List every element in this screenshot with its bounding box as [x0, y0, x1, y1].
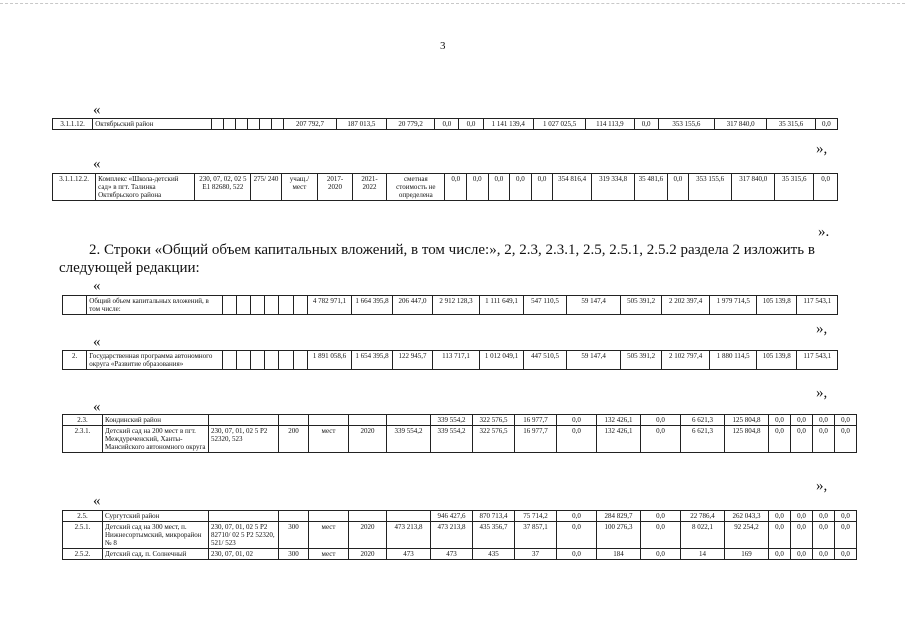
open-quote: «: [93, 278, 101, 294]
table-cell: мест: [309, 426, 349, 453]
table-cell: [222, 296, 236, 315]
table-cell: 2.5.2.: [63, 549, 103, 560]
table-cell: Детский сад, п. Солнечный: [103, 549, 209, 560]
table-row: [63, 549, 857, 560]
table-cell: 275/ 240: [251, 174, 281, 201]
table-cell: 2 912 128,3: [433, 296, 480, 315]
table-cell: мест: [309, 522, 349, 549]
table-cell: Сургутский район: [103, 511, 209, 522]
table-cell: 16 977,7: [515, 415, 557, 426]
table-cell: 0,0: [557, 511, 597, 522]
table-cell: 125 804,8: [725, 415, 769, 426]
table-cell: [248, 119, 260, 130]
table-cell: 284 829,7: [597, 511, 641, 522]
table-cell: 300: [279, 549, 309, 560]
table-cell: Детский сад на 200 мест в пгт. Междуреченский, Ханты-Мансийского автономного округа: [103, 426, 209, 453]
table-cell: 946 427,6: [431, 511, 473, 522]
table-cell: 3.1.1.12.: [53, 119, 93, 130]
table-surgutsky-district: [62, 510, 857, 560]
table-cell: Октябрьский район: [93, 119, 212, 130]
table-cell: [209, 415, 279, 426]
table-cell: 0,0: [835, 415, 857, 426]
table-cell: 2 202 397,4: [661, 296, 710, 315]
table-cell: 0,0: [641, 426, 681, 453]
table-cell: 1 654 395,8: [352, 351, 392, 370]
table-cell: 117 543,1: [797, 351, 838, 370]
table-cell: 262 043,3: [725, 511, 769, 522]
table-cell: 0,0: [835, 426, 857, 453]
table-cell: 322 576,5: [473, 426, 515, 453]
table-cell: 317 840,0: [715, 119, 767, 130]
table-cell: 0,0: [813, 415, 835, 426]
table-cell: [260, 119, 272, 130]
table-cell: [349, 415, 387, 426]
table-cell: 473: [387, 549, 431, 560]
table-cell: [272, 119, 284, 130]
table-cell: 2.: [63, 351, 87, 370]
table-cell: 0,0: [488, 174, 510, 201]
table-cell: 505 391,2: [621, 351, 661, 370]
table-cell: 187 013,5: [336, 119, 386, 130]
open-quote: «: [93, 399, 101, 415]
table-oktyabrsky-total: [52, 118, 838, 130]
table-cell: 1 880 114,5: [710, 351, 757, 370]
table-cell: [212, 119, 224, 130]
table-cell: 0,0: [791, 415, 813, 426]
table-cell: 0,0: [557, 522, 597, 549]
table-cell: 122 945,7: [392, 351, 432, 370]
table-cell: [236, 119, 248, 130]
table-cell: 35 315,6: [775, 174, 814, 201]
table-cell: 0,0: [445, 174, 467, 201]
close-quote: »,: [816, 385, 828, 401]
table-cell: 2021-2022: [352, 174, 387, 201]
table-cell: 169: [725, 549, 769, 560]
table-cell: мест: [309, 549, 349, 560]
table-cell: [349, 511, 387, 522]
table-cell: 505 391,2: [621, 296, 661, 315]
table-row: [63, 426, 857, 453]
table-cell: 59 147,4: [566, 351, 621, 370]
table-row: [63, 351, 838, 370]
close-quote: »,: [816, 141, 828, 157]
top-edge-line: [0, 3, 905, 4]
table-cell: 230, 07, 01, 02 5 Р2 82710/ 02 5 Р2 52320, 521/ 523: [209, 522, 279, 549]
table-cell: 1 664 395,8: [352, 296, 392, 315]
table-cell: 0,0: [813, 511, 835, 522]
table-cell: 1 012 049,1: [479, 351, 524, 370]
table-cell: 35 481,6: [635, 174, 667, 201]
table-cell: 547 110,5: [524, 296, 566, 315]
table-cell: 1 111 649,1: [479, 296, 524, 315]
table-cell: [222, 351, 236, 370]
table-cell: учащ./ мест: [281, 174, 318, 201]
table-row: [63, 415, 857, 426]
table-cell: 353 155,6: [689, 174, 732, 201]
close-quote: ».: [818, 224, 830, 240]
table-cell: [265, 296, 279, 315]
table-cell: 3.1.1.12.2.: [53, 174, 96, 201]
table-cell: 6 621,3: [681, 426, 725, 453]
table-cell: 0,0: [459, 119, 483, 130]
open-quote: «: [93, 102, 101, 118]
table-cell: Государственная программа автономного округа «Развитие образования»: [87, 351, 223, 370]
table-cell: 125 804,8: [725, 426, 769, 453]
table-cell: 114 113,9: [586, 119, 634, 130]
table-cell: сметная стоимость не определена: [387, 174, 445, 201]
table-cell: [279, 511, 309, 522]
table-cell: 6 621,3: [681, 415, 725, 426]
table-cell: 1 027 025,5: [533, 119, 585, 130]
table-cell: 2.3.1.: [63, 426, 103, 453]
table-cell: 8 022,1: [681, 522, 725, 549]
table-cell: 0,0: [814, 174, 838, 201]
table-cell: 4 782 971,1: [307, 296, 352, 315]
table-cell: 0,0: [557, 426, 597, 453]
table-cell: 35 315,6: [767, 119, 815, 130]
table-cell: Детский сад на 300 мест, п. Нижнесортымский, микрорайон № 8: [103, 522, 209, 549]
table-cell: 230, 07, 01, 02: [209, 549, 279, 560]
table-cell: [309, 511, 349, 522]
table-cell: 200: [279, 426, 309, 453]
table-kondinsky-district: [62, 414, 857, 453]
table-cell: 339 554,2: [431, 415, 473, 426]
table-cell: 0,0: [769, 511, 791, 522]
table-cell: 16 977,7: [515, 426, 557, 453]
table-cell: 75 714,2: [515, 511, 557, 522]
table-cell: 37: [515, 549, 557, 560]
table-cell: 1 141 139,4: [483, 119, 533, 130]
close-quote: »,: [816, 321, 828, 337]
table-cell: 0,0: [791, 549, 813, 560]
instruction-paragraph: 2. Строки «Общий объем капитальных вложений, в том числе:», 2, 2.3, 2.3.1, 2.5, 2.5.1, 2.5.2 раздела 2 изложить в следующей редакции:: [59, 242, 815, 276]
table-cell: 0,0: [769, 522, 791, 549]
table-cell: 207 792,7: [284, 119, 336, 130]
table-cell: 230, 07, 01, 02 5 Р2 52320, 523: [209, 426, 279, 453]
table-cell: 2020: [349, 426, 387, 453]
table-cell: 0,0: [641, 415, 681, 426]
table-cell: 354 816,4: [553, 174, 592, 201]
table-cell: [251, 296, 265, 315]
table-cell: [251, 351, 265, 370]
table-cell: 0,0: [835, 549, 857, 560]
table-cell: [63, 296, 87, 315]
table-state-program-education: [62, 350, 838, 370]
table-cell: 14: [681, 549, 725, 560]
table-cell: 322 576,5: [473, 415, 515, 426]
table-cell: 447 510,5: [524, 351, 566, 370]
table-cell: 105 139,8: [756, 296, 796, 315]
table-cell: 0,0: [467, 174, 489, 201]
table-cell: 0,0: [815, 119, 837, 130]
table-row: [63, 296, 838, 315]
table-row: [63, 522, 857, 549]
table-cell: 2020: [349, 522, 387, 549]
table-cell: 339 554,2: [431, 426, 473, 453]
table-cell: 339 554,2: [387, 426, 431, 453]
table-cell: 0,0: [813, 522, 835, 549]
table-cell: 0,0: [641, 549, 681, 560]
table-cell: 0,0: [634, 119, 658, 130]
table-cell: 0,0: [769, 426, 791, 453]
open-quote: «: [93, 334, 101, 350]
table-cell: 0,0: [791, 426, 813, 453]
table-cell: [387, 511, 431, 522]
table-cell: 0,0: [769, 549, 791, 560]
table-cell: 353 155,6: [658, 119, 714, 130]
table-cell: 2.3.: [63, 415, 103, 426]
table-cell: 100 276,3: [597, 522, 641, 549]
table-cell: [293, 296, 307, 315]
table-cell: 113 717,1: [433, 351, 480, 370]
table-cell: 0,0: [435, 119, 459, 130]
table-cell: [293, 351, 307, 370]
table-cell: [237, 296, 251, 315]
table-cell: Общий объем капитальных вложений, в том числе:: [87, 296, 223, 315]
table-cell: [265, 351, 279, 370]
table-cell: 0,0: [835, 511, 857, 522]
table-cell: 319 334,8: [592, 174, 635, 201]
table-cell: 0,0: [641, 522, 681, 549]
table-row: [53, 174, 838, 201]
table-cell: 132 426,1: [597, 426, 641, 453]
table-cell: Комплекс «Школа-детский сад» в пгт. Талинка Октябрьского района: [96, 174, 195, 201]
table-cell: 0,0: [667, 174, 689, 201]
table-cell: 435: [473, 549, 515, 560]
table-cell: 0,0: [557, 415, 597, 426]
table-cell: 473: [431, 549, 473, 560]
table-cell: 2.5.1.: [63, 522, 103, 549]
table-cell: 2.5.: [63, 511, 103, 522]
table-cell: 0,0: [835, 522, 857, 549]
table-cell: 105 139,8: [756, 351, 796, 370]
table-cell: 317 840,0: [732, 174, 775, 201]
table-row: [63, 511, 857, 522]
table-cell: 2 102 797,4: [661, 351, 710, 370]
table-cell: 59 147,4: [566, 296, 621, 315]
table-school-kindergarten-talinka: [52, 173, 838, 201]
table-cell: 230, 07, 02, 02 5 Е1 82680, 522: [195, 174, 251, 201]
table-cell: 1 891 058,6: [307, 351, 352, 370]
table-cell: 206 447,0: [392, 296, 432, 315]
table-cell: 0,0: [813, 549, 835, 560]
table-cell: [279, 351, 293, 370]
table-total-capital-investments: [62, 295, 838, 315]
table-cell: 184: [597, 549, 641, 560]
table-cell: 0,0: [791, 511, 813, 522]
table-cell: 117 543,1: [797, 296, 838, 315]
table-cell: [237, 351, 251, 370]
table-cell: 1 979 714,5: [710, 296, 757, 315]
table-cell: 0,0: [531, 174, 553, 201]
table-cell: [279, 296, 293, 315]
table-cell: [309, 415, 349, 426]
table-cell: 37 857,1: [515, 522, 557, 549]
table-cell: 473 213,8: [431, 522, 473, 549]
table-cell: 0,0: [641, 511, 681, 522]
table-cell: 132 426,1: [597, 415, 641, 426]
table-cell: 0,0: [791, 522, 813, 549]
table-cell: [209, 511, 279, 522]
table-cell: 473 213,8: [387, 522, 431, 549]
table-cell: 92 254,2: [725, 522, 769, 549]
table-cell: 435 356,7: [473, 522, 515, 549]
table-cell: Кондинский район: [103, 415, 209, 426]
table-cell: [387, 415, 431, 426]
open-quote: «: [93, 493, 101, 509]
table-cell: 0,0: [510, 174, 532, 201]
table-cell: [224, 119, 236, 130]
table-cell: 20 779,2: [387, 119, 435, 130]
table-cell: 870 713,4: [473, 511, 515, 522]
table-cell: 300: [279, 522, 309, 549]
table-cell: 0,0: [557, 549, 597, 560]
table-row: [53, 119, 838, 130]
page-number: 3: [440, 40, 446, 52]
table-cell: [279, 415, 309, 426]
table-cell: 0,0: [813, 426, 835, 453]
close-quote: »,: [816, 478, 828, 494]
table-cell: 2020: [349, 549, 387, 560]
table-cell: 2017-2020: [318, 174, 353, 201]
open-quote: «: [93, 156, 101, 172]
table-cell: 22 786,4: [681, 511, 725, 522]
table-cell: 0,0: [769, 415, 791, 426]
